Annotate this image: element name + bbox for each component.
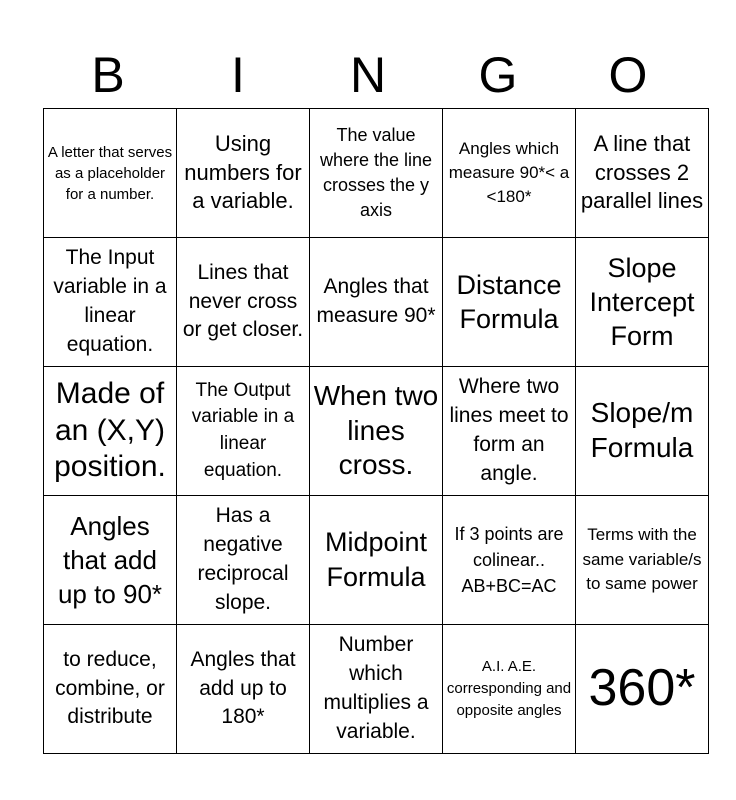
cell-text: When two lines cross. bbox=[313, 379, 439, 481]
cell-text: Using numbers for a variable. bbox=[184, 131, 302, 214]
cell-text: 360* bbox=[588, 659, 696, 718]
cell-text: Distance Formula bbox=[456, 269, 562, 334]
bingo-cell[interactable] bbox=[310, 496, 443, 625]
bingo-cell[interactable] bbox=[310, 109, 443, 238]
bingo-cell[interactable] bbox=[576, 625, 709, 754]
header-letter-i: I bbox=[231, 47, 245, 103]
bingo-cell[interactable] bbox=[177, 238, 310, 367]
bingo-cell[interactable] bbox=[576, 238, 709, 367]
bingo-cell[interactable] bbox=[310, 367, 443, 496]
cell-text: Slope Intercept Form bbox=[589, 252, 695, 352]
cell-text: Angles that measure 90* bbox=[316, 275, 436, 327]
bingo-cell[interactable] bbox=[44, 625, 177, 754]
bingo-cell[interactable] bbox=[576, 109, 709, 238]
bingo-cell[interactable] bbox=[443, 367, 576, 496]
cell-text: A letter that serves as a placeholder for a number. bbox=[47, 143, 173, 203]
header-letter-o: O bbox=[608, 47, 648, 103]
bingo-cell[interactable] bbox=[44, 238, 177, 367]
cell-text: The Input variable in a linear equation. bbox=[53, 246, 167, 356]
bingo-cell[interactable] bbox=[177, 625, 310, 754]
cell-text: Slope/m Formula bbox=[590, 397, 694, 463]
cell-text: Angles that add up to 90* bbox=[57, 510, 163, 610]
board-row bbox=[44, 625, 709, 754]
cell-text: Terms with the same variable/s to same power bbox=[582, 525, 702, 594]
bingo-cell[interactable] bbox=[576, 496, 709, 625]
cell-text: A.I. A.E. corresponding and opposite angles bbox=[446, 658, 572, 719]
bingo-cell[interactable] bbox=[443, 109, 576, 238]
bingo-cell[interactable] bbox=[443, 496, 576, 625]
bingo-header bbox=[43, 42, 693, 108]
board-row bbox=[44, 238, 709, 367]
cell-text: Angles which measure 90*< a <180* bbox=[448, 139, 570, 206]
cell-text: If 3 points are colinear.. AB+BC=AC bbox=[454, 523, 564, 597]
board-row bbox=[44, 496, 709, 625]
board-row bbox=[44, 367, 709, 496]
header-letter-n: N bbox=[349, 47, 387, 103]
bingo-cell[interactable] bbox=[177, 496, 310, 625]
bingo-cell[interactable] bbox=[443, 238, 576, 367]
bingo-cell[interactable] bbox=[177, 367, 310, 496]
cell-text: A line that crosses 2 parallel lines bbox=[580, 131, 704, 214]
bingo-cell[interactable] bbox=[44, 109, 177, 238]
cell-text: The Output variable in a linear equation. bbox=[191, 379, 295, 481]
bingo-cell[interactable] bbox=[177, 109, 310, 238]
bingo-board bbox=[43, 108, 709, 754]
bingo-cell[interactable] bbox=[44, 367, 177, 496]
board-row bbox=[44, 109, 709, 238]
cell-text: Number which multiplies a variable. bbox=[323, 633, 429, 743]
bingo-cell[interactable] bbox=[44, 496, 177, 625]
cell-text: Has a negative reciprocal slope. bbox=[197, 504, 289, 614]
header-letter-b: B bbox=[91, 47, 125, 103]
bingo-cell[interactable] bbox=[310, 238, 443, 367]
cell-text: Where two lines meet to form an angle. bbox=[449, 375, 569, 485]
cell-text: to reduce, combine, or distribute bbox=[55, 647, 165, 729]
cell-text: Made of an (X,Y) position. bbox=[54, 377, 166, 484]
cell-text: Midpoint Formula bbox=[324, 526, 428, 592]
header-letter-g: G bbox=[478, 47, 518, 103]
bingo-cell[interactable] bbox=[576, 367, 709, 496]
cell-text: Angles that add up to 180* bbox=[190, 647, 296, 729]
bingo-cell[interactable] bbox=[310, 625, 443, 754]
bingo-cell[interactable] bbox=[443, 625, 576, 754]
cell-text: The value where the line crosses the y axis bbox=[319, 124, 433, 221]
cell-text: Lines that never cross or get closer. bbox=[182, 260, 304, 342]
